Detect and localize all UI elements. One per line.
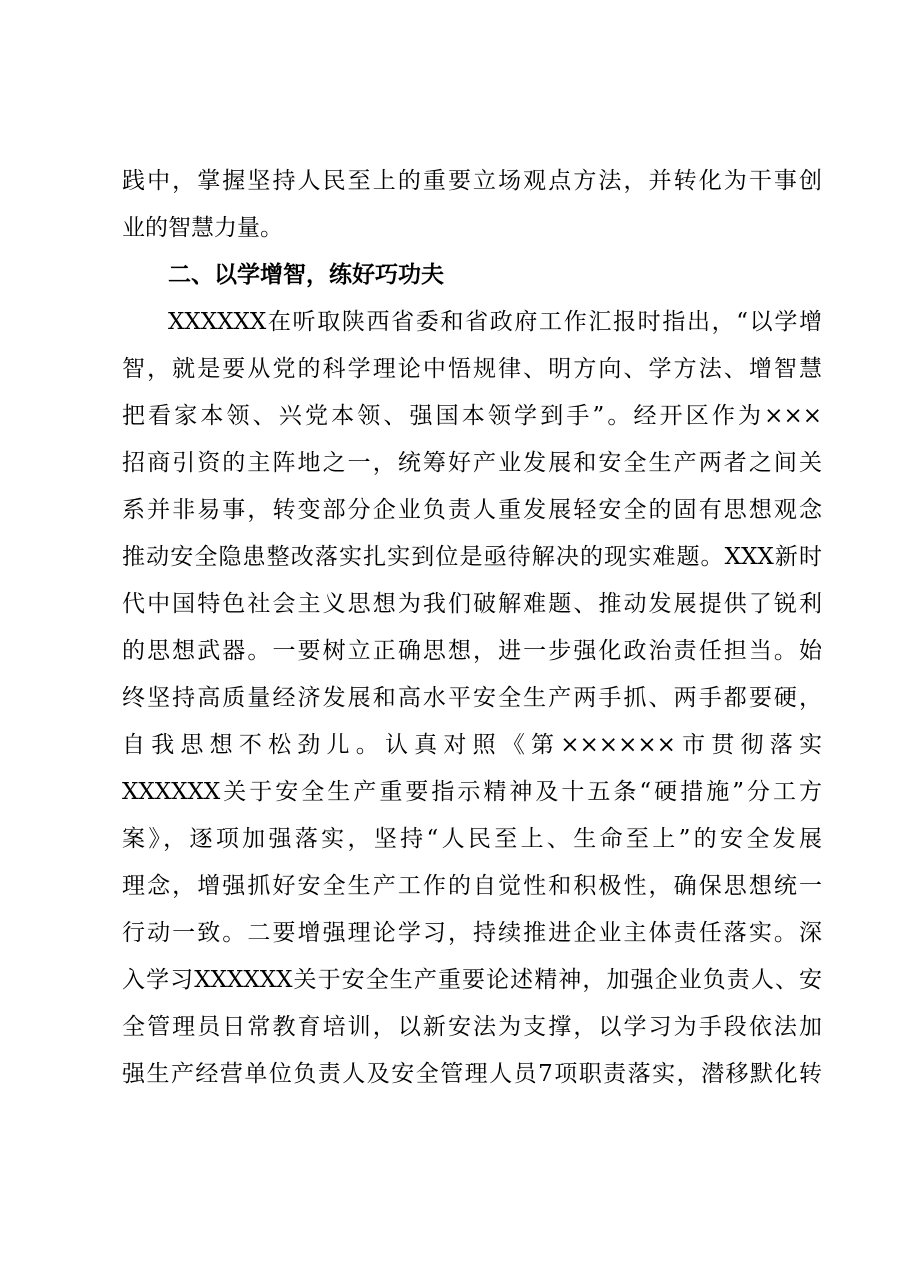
text-line: 招商引资的主阵地之一，统筹好产业发展和安全生产两者之间关 xyxy=(122,450,822,476)
text-line: 理念，增强抓好安全生产工作的自觉性和积极性，确保思想统一 xyxy=(122,873,822,899)
text-line: 智，就是要从党的科学理论中悟规律、明方向、学方法、增智慧 xyxy=(122,356,822,382)
body-text xyxy=(122,158,822,1098)
text-line: XXXXXX在听取陕西省委和省政府工作汇报时指出，“以学增 xyxy=(168,309,822,335)
text-line: 业的智慧力量。 xyxy=(122,215,283,241)
text-line: 把看家本领、兴党本领、强国本领学到手”。经开区作为××× xyxy=(122,403,822,429)
text-line: 推动安全隐患整改落实扎实到位是亟待解决的现实难题。XXX新时 xyxy=(122,544,822,570)
text-line: 行动一致。二要增强理论学习，持续推进企业主体责任落实。深 xyxy=(122,920,822,946)
text-line: 终坚持高质量经济发展和高水平安全生产两手抓、两手都要硬， xyxy=(122,685,822,711)
text-line: 的思想武器。一要树立正确思想，进一步强化政治责任担当。始 xyxy=(122,638,822,664)
text-line: 代中国特色社会主义思想为我们破解难题、推动发展提供了锐利 xyxy=(122,591,822,617)
text-line: 入学习XXXXXX关于安全生产重要论述精神，加强企业负责人、安 xyxy=(122,967,822,993)
section-heading: 二、以学增智，练好巧功夫 xyxy=(168,262,444,288)
text-line: 全管理员日常教育培训，以新安法为支撑，以学习为手段依法加 xyxy=(122,1014,822,1040)
text-line: 自我思想不松劲儿。认真对照《第××××××市贯彻落实 xyxy=(122,732,822,758)
text-line: XXXXXX关于安全生产重要指示精神及十五条“硬措施”分工方 xyxy=(122,779,822,805)
text-line: 强生产经营单位负责人及安全管理人员7项职责落实，潜移默化转 xyxy=(122,1061,822,1087)
text-line: 系并非易事，转变部分企业负责人重发展轻安全的固有思想观念 xyxy=(122,497,822,523)
text-line: 践中，掌握坚持人民至上的重要立场观点方法，并转化为干事创 xyxy=(122,168,822,194)
text-line: 案》，逐项加强落实，坚持“人民至上、生命至上”的安全发展 xyxy=(122,826,822,852)
